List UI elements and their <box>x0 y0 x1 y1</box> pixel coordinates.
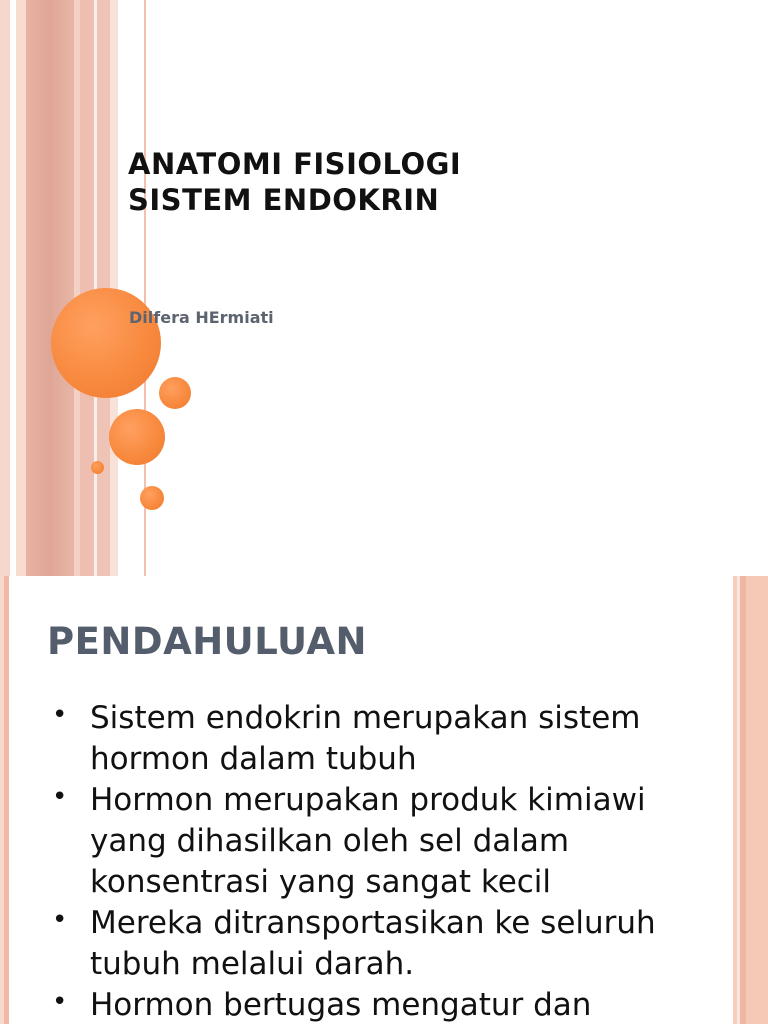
list-item <box>48 903 728 985</box>
bullet-icon: • <box>52 782 68 812</box>
bullet-list <box>48 698 728 1024</box>
section-heading: PENDAHULUAN <box>47 620 367 663</box>
author-name: Dilfera HErmiati <box>129 308 274 327</box>
slide-title <box>128 146 728 218</box>
decor-stripe <box>80 0 94 576</box>
decor-circle-large <box>51 288 161 398</box>
decor-circle-small <box>159 377 191 409</box>
slide-title-line2: SISTEM ENDOKRIN <box>128 183 440 217</box>
list-item <box>48 698 728 780</box>
decor-stripe <box>4 576 9 1024</box>
bullet-icon: • <box>52 987 68 1017</box>
list-item <box>48 780 728 903</box>
bullet-icon: • <box>52 905 68 935</box>
decor-stripe <box>0 0 10 576</box>
intro-slide <box>0 576 768 1024</box>
list-item-text: Hormon merupakan produk kimiawi yang dihasilkan oleh sel dalam konsentrasi yang sangat kecil <box>90 782 646 900</box>
decor-stripe <box>746 576 768 1024</box>
slide-title-line1: ANATOMI FISIOLOGI <box>128 147 462 181</box>
decor-stripe <box>16 0 26 576</box>
list-item <box>48 985 728 1024</box>
decor-circle-medium <box>109 409 165 465</box>
decor-stripe <box>26 0 74 576</box>
bullet-icon: • <box>52 700 68 730</box>
list-item-text: Mereka ditransportasikan ke seluruh tubuh melalui darah. <box>90 905 656 982</box>
list-item-text: Sistem endokrin merupakan sistem hormon dalam tubuh <box>90 700 641 777</box>
list-item-text: Hormon bertugas mengatur dan <box>90 987 592 1023</box>
decor-circle-small <box>140 486 164 510</box>
decor-circle-tiny <box>91 461 104 474</box>
